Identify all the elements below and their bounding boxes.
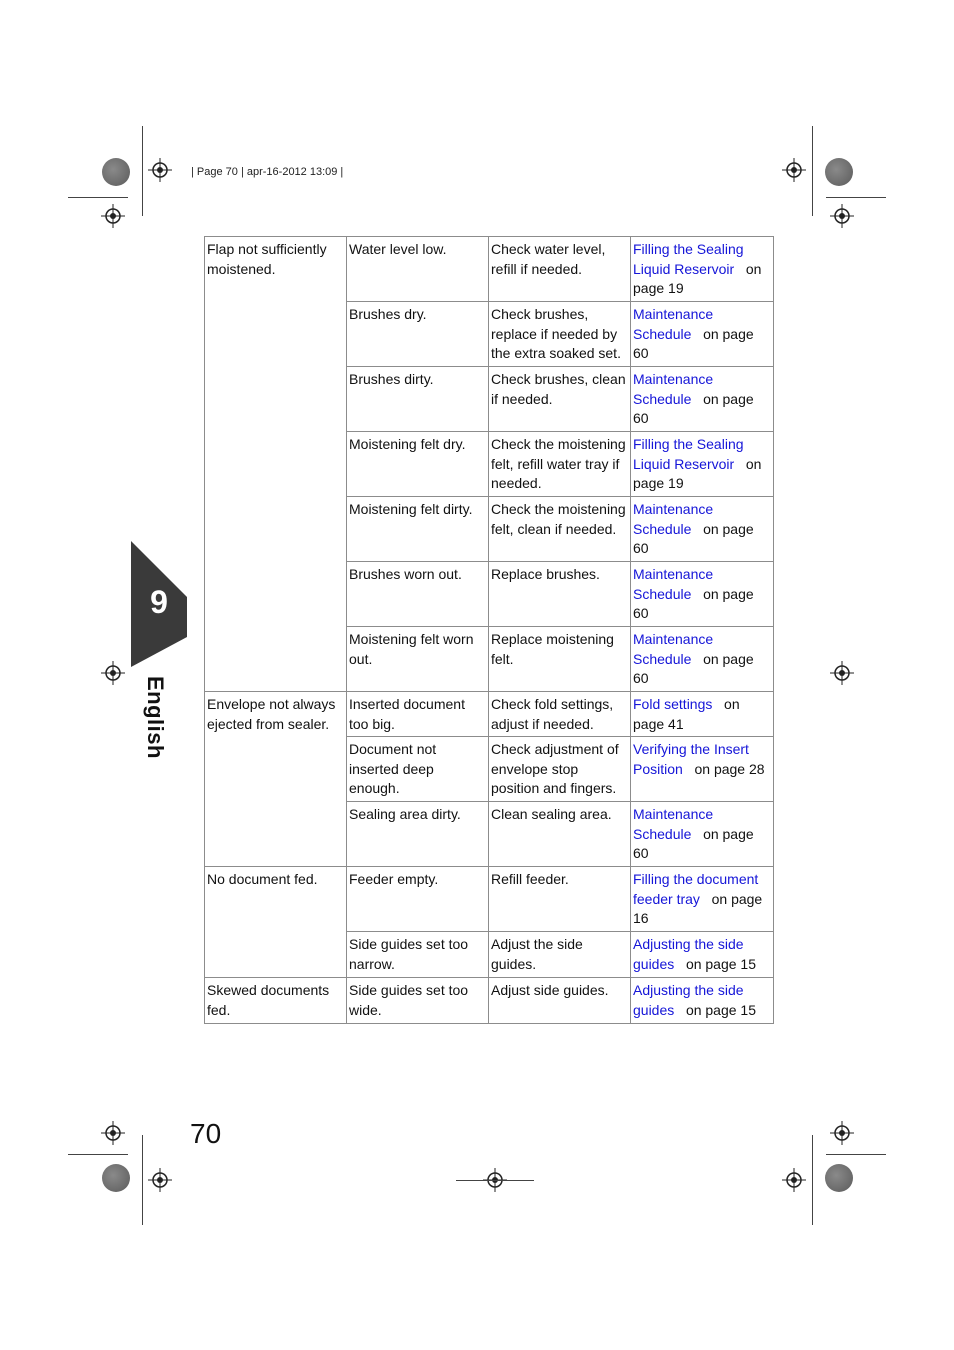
see-also-cell (631, 367, 774, 432)
cause-cell: Side guides set too narrow. (347, 932, 489, 978)
cause-cell: Brushes worn out. (347, 562, 489, 627)
cross-reference-link[interactable]: Adjusting the side guides (633, 982, 744, 1018)
see-also-cell (631, 867, 774, 932)
action-cell: Check the moistening felt, refill water tray if needed. (489, 432, 631, 497)
table-row (205, 867, 774, 932)
cause-cell: Inserted document too big. (347, 692, 489, 737)
see-also-cell (631, 932, 774, 978)
cause-cell: Feeder empty. (347, 867, 489, 932)
cross-reference-link[interactable]: Maintenance Schedule (633, 631, 714, 667)
cause-cell: Moistening felt dirty. (347, 497, 489, 562)
cross-reference-link[interactable]: Maintenance Schedule (633, 806, 714, 842)
see-also-cell (631, 737, 774, 802)
chapter-number: 9 (150, 584, 168, 620)
page-reference: on page 28 (694, 760, 765, 777)
page-reference: on page 60 (633, 650, 754, 686)
crosshair-icon (830, 661, 854, 685)
see-also-cell (631, 692, 774, 737)
page-reference: on page 60 (633, 390, 754, 426)
cross-reference-link[interactable]: Verifying the Insert Position (633, 741, 749, 777)
cause-cell: Brushes dry. (347, 302, 489, 367)
crosshair-icon (830, 204, 854, 228)
cause-cell: Moistening felt dry. (347, 432, 489, 497)
cross-reference-link[interactable]: Adjusting the side guides (633, 936, 744, 972)
action-cell: Check the moistening felt, clean if needed. (489, 497, 631, 562)
symptom-cell: Flap not sufficiently moistened. (205, 237, 347, 692)
page-number: 70 (190, 1118, 222, 1149)
cross-reference-link[interactable]: Maintenance Schedule (633, 371, 714, 407)
cross-reference-link[interactable]: Maintenance Schedule (633, 501, 714, 537)
action-cell: Check fold settings, adjust if needed. (489, 692, 631, 737)
see-also-cell (631, 802, 774, 867)
page-reference: on page 60 (633, 585, 754, 621)
see-also-cell (631, 432, 774, 497)
see-also-cell (631, 497, 774, 562)
crosshair-icon (101, 1121, 125, 1145)
action-cell: Replace brushes. (489, 562, 631, 627)
table-row (205, 978, 774, 1024)
language-label: English (143, 676, 168, 759)
page-reference: on page 41 (633, 696, 740, 732)
cross-reference-link[interactable]: Filling the Sealing Liquid Reservoir (633, 241, 744, 277)
page-reference: on page 15 (685, 955, 757, 972)
crosshair-icon (782, 158, 806, 182)
crosshair-icon (148, 1168, 172, 1192)
page-reference: on page 15 (685, 1001, 757, 1018)
cross-reference-link[interactable]: Filling the Sealing Liquid Reservoir (633, 436, 744, 472)
table-row (205, 237, 774, 302)
cause-cell: Water level low. (347, 237, 489, 302)
table-row (205, 692, 774, 737)
symptom-cell: Skewed documents fed. (205, 978, 347, 1024)
cross-reference-link[interactable]: Filling the document feeder tray (633, 871, 759, 907)
see-also-cell (631, 562, 774, 627)
cause-cell: Document not inserted deep enough. (347, 737, 489, 802)
action-cell: Check water level, refill if needed. (489, 237, 631, 302)
crosshair-icon (782, 1168, 806, 1192)
registration-dot-icon (102, 1164, 130, 1192)
page-reference: on page 60 (633, 825, 754, 861)
symptom-cell: Envelope not always ejected from sealer. (205, 692, 347, 867)
action-cell: Clean sealing area. (489, 802, 631, 867)
action-cell: Refill feeder. (489, 867, 631, 932)
cause-cell: Moistening felt worn out. (347, 627, 489, 692)
crosshair-icon (830, 1121, 854, 1145)
cause-cell: Brushes dirty. (347, 367, 489, 432)
action-cell: Check brushes, replace if needed by the extra soaked set. (489, 302, 631, 367)
crosshair-icon (148, 158, 172, 182)
crosshair-icon (101, 204, 125, 228)
page-reference: on page 60 (633, 520, 754, 556)
cross-reference-link[interactable]: Maintenance Schedule (633, 306, 714, 342)
action-cell: Replace moistening felt. (489, 627, 631, 692)
see-also-cell (631, 302, 774, 367)
action-cell: Check adjustment of envelope stop position and fingers. (489, 737, 631, 802)
page-reference: on page 19 (633, 455, 762, 491)
cause-cell: Side guides set too wide. (347, 978, 489, 1024)
see-also-cell (631, 237, 774, 302)
action-cell: Adjust side guides. (489, 978, 631, 1024)
cross-reference-link[interactable]: Maintenance Schedule (633, 566, 714, 602)
page-reference: on page 60 (633, 325, 754, 361)
registration-dot-icon (825, 158, 853, 186)
page-reference: on page 19 (633, 260, 762, 296)
cross-reference-link[interactable]: Fold settings (633, 696, 713, 712)
registration-dot-icon (825, 1164, 853, 1192)
print-header: | Page 70 | apr-16-2012 13:09 | (191, 166, 344, 178)
action-cell: Check brushes, clean if needed. (489, 367, 631, 432)
action-cell: Adjust the side guides. (489, 932, 631, 978)
cause-cell: Sealing area dirty. (347, 802, 489, 867)
see-also-cell (631, 978, 774, 1024)
troubleshooting-table (204, 236, 774, 1024)
registration-dot-icon (102, 158, 130, 186)
symptom-cell: No document fed. (205, 867, 347, 978)
crosshair-icon (101, 661, 125, 685)
page-reference: on page 16 (633, 890, 763, 926)
see-also-cell (631, 627, 774, 692)
